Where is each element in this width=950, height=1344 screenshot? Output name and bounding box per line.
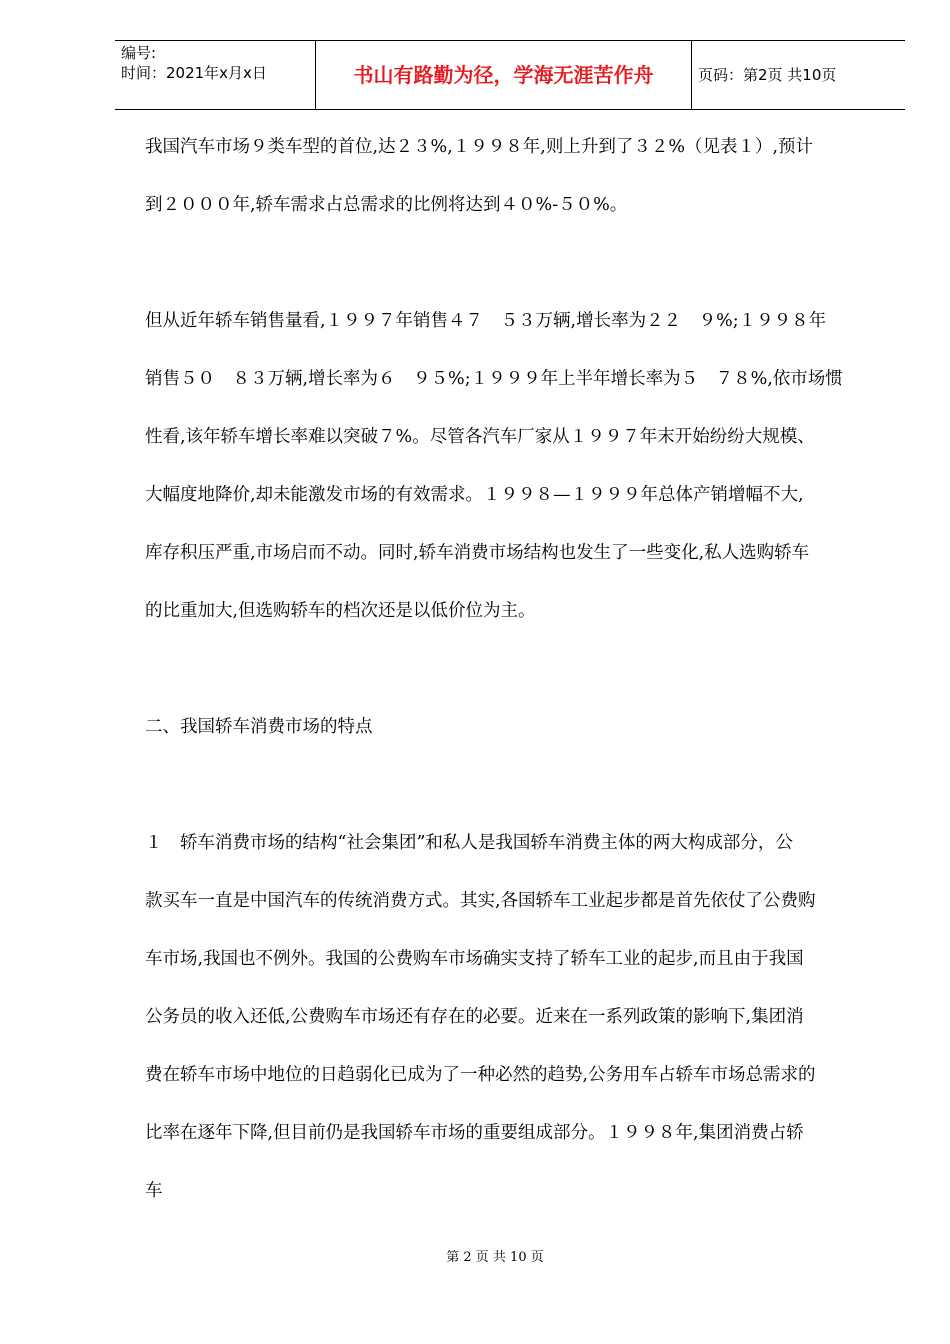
text-line: 比率在逐年下降,但目前仍是我国轿车市场的重要组成部分。１９９８年,集团消费占轿 — [145, 1123, 804, 1143]
document-time-label: 时间：2021年x月x日 — [121, 64, 267, 82]
header-page-info: 页码：第2页 共10页 — [698, 66, 837, 84]
text-line: 我国汽车市场９类车型的首位,达２３%,１９９８年,则上升到了３２%（见表１）,预计 — [145, 137, 814, 157]
page-footer: 第 2 页 共 10 页 — [446, 1250, 544, 1265]
text-line: 但从近年轿车销售量看,１９９７年销售４７ ５３万辆,增长率为２２ ９%;１９９８年 — [145, 311, 827, 331]
text-line: 款买车一直是中国汽车的传统消费方式。其实,各国轿车工业起步都是首先依仗了公费购 — [145, 891, 816, 911]
paragraph-gap — [145, 234, 885, 292]
header-meta — [121, 43, 267, 83]
paragraph — [145, 118, 885, 234]
paragraph — [145, 292, 885, 640]
text-line: 大幅度地降价,却未能激发市场的有效需求。１９９８—１９９９年总体产销增幅不大, — [145, 485, 804, 505]
text-line: 二、我国轿车消费市场的特点 — [145, 717, 373, 737]
text-line: 的比重加大,但选购轿车的档次还是以低价位为主。 — [145, 601, 536, 621]
text-line: 性看,该年轿车增长率难以突破７%。尽管各汽车厂家从１９９７年末开始纷纷大规模、 — [145, 427, 815, 447]
header-motto: 书山有路勤为径，学海无涯苦作舟 — [315, 41, 692, 109]
text-line: 到２０００年,轿车需求占总需求的比例将达到４０%-５０%。 — [145, 195, 628, 215]
page-header — [115, 40, 905, 110]
document-body — [145, 118, 885, 1220]
paragraph — [145, 814, 885, 1220]
section-heading — [145, 698, 885, 756]
document-number-label: 编号: — [121, 44, 157, 62]
paragraph-gap — [145, 640, 885, 698]
text-line: 车 — [145, 1181, 163, 1201]
text-line: 销售５０ ８３万辆,增长率为６ ９５%;１９９９年上半年增长率为５ ７８%,依市场惯 — [145, 369, 843, 389]
text-line: 车市场,我国也不例外。我国的公费购车市场确实支持了轿车工业的起步,而且由于我国 — [145, 949, 804, 969]
paragraph-gap — [145, 756, 885, 814]
text-line: 库存积压严重,市场启而不动。同时,轿车消费市场结构也发生了一些变化,私人选购轿车 — [145, 543, 810, 563]
text-line: 公务员的收入还低,公费购车市场还有存在的必要。近来在一系列政策的影响下,集团消 — [145, 1007, 804, 1027]
text-line: １ 轿车消费市场的结构“社会集团”和私人是我国轿车消费主体的两大构成部分，公 — [145, 833, 793, 853]
text-line: 费在轿车市场中地位的日趋弱化已成为了一种必然的趋势,公务用车占轿车市场总需求的 — [145, 1065, 816, 1085]
